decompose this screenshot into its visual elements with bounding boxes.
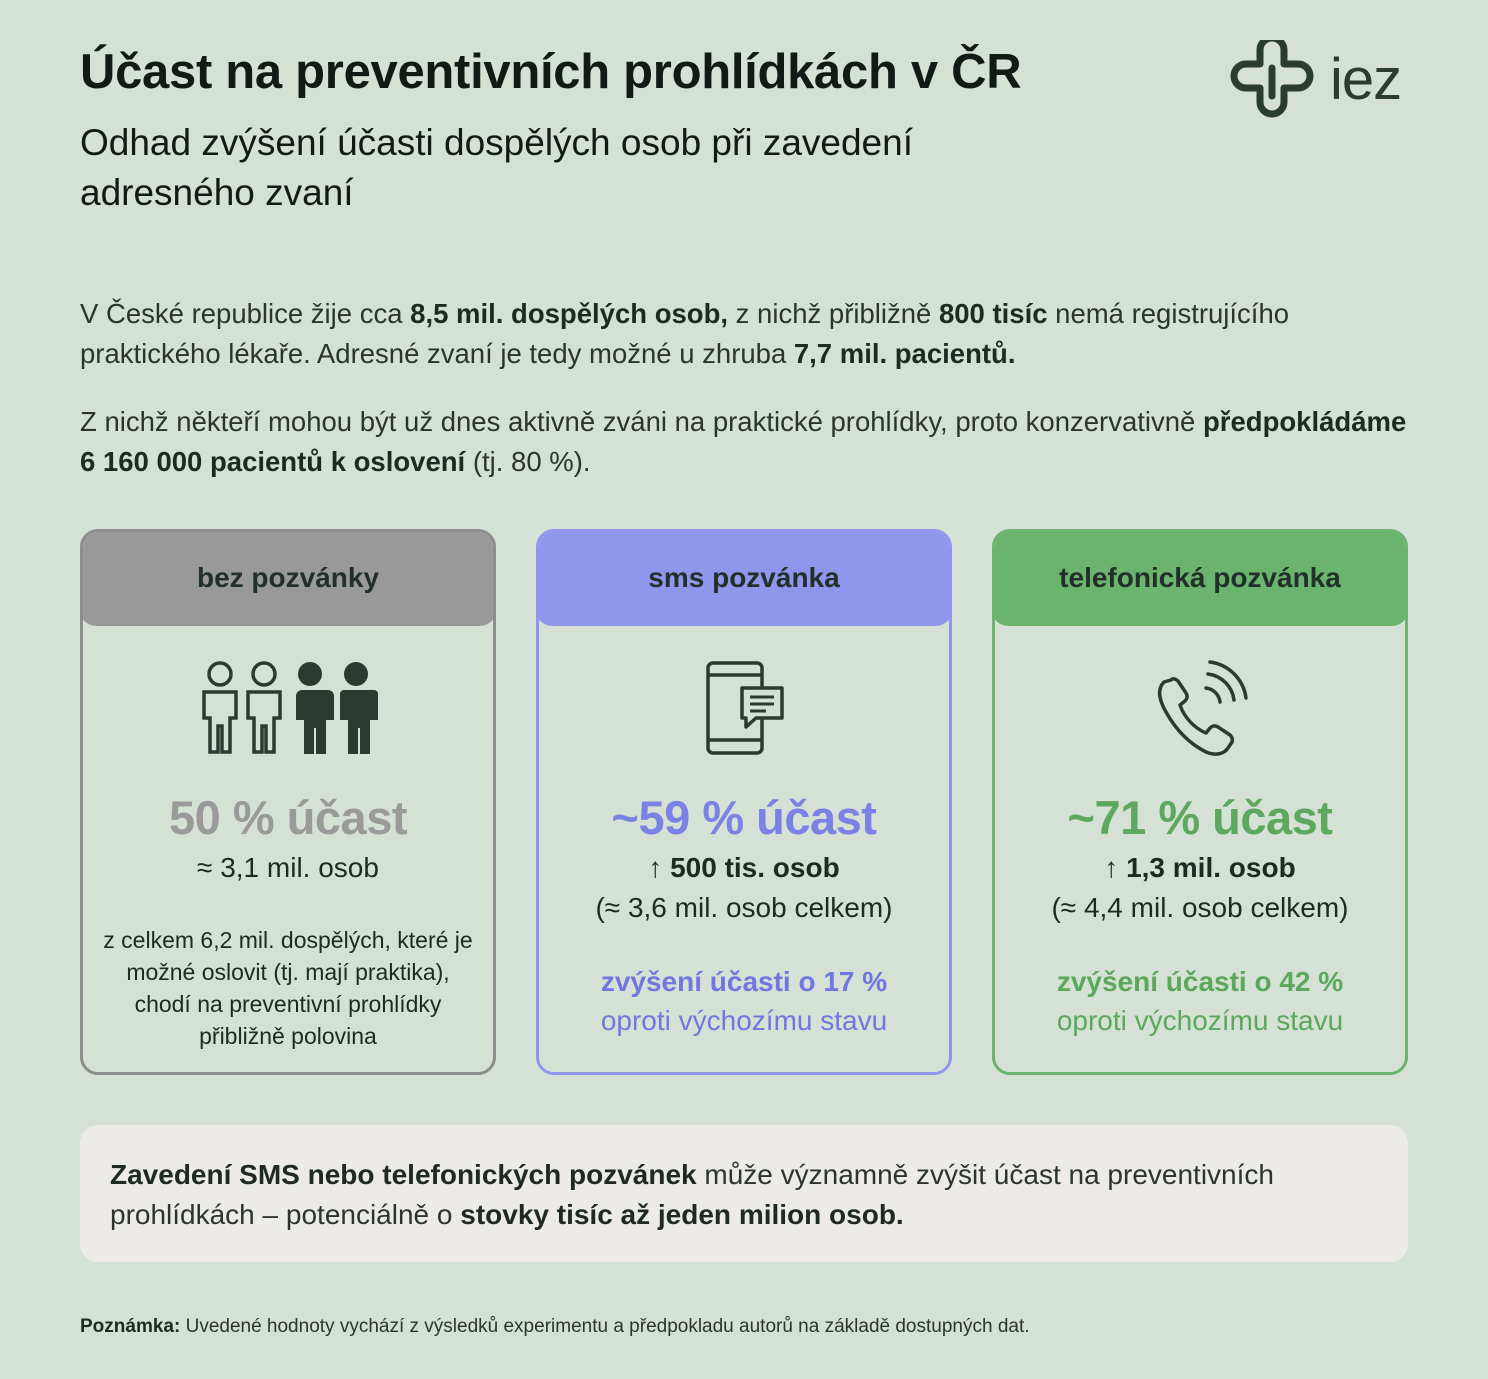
phone-sms-icon — [702, 660, 786, 756]
people-total: (≈ 3,6 mil. osob celkem) — [595, 892, 893, 923]
increase-note: zvýšení účasti o 42 % oproti výchozímu stavu — [1056, 966, 1344, 1036]
footnote: Poznámka: Uvedené hodnoty vychází z výsledků experimentu a předpokladu autorů na základě dostupných dat. — [80, 1316, 1030, 1337]
page-subtitle: Odhad zvýšení účasti dospělých osob při zavedení adresného zvaní — [80, 122, 913, 213]
card-header: sms pozvánka — [536, 529, 952, 626]
card-no-invitation — [80, 529, 496, 1075]
people-count: ≈ 3,1 mil. osob — [197, 852, 379, 883]
page-title: Účast na preventivních prohlídkách v ČR — [80, 45, 1022, 99]
people-increase: ↑ 500 tis. osob — [648, 852, 840, 883]
increase-note: zvýšení účasti o 17 % oproti výchozímu stavu — [600, 966, 888, 1036]
summary-box: Zavedení SMS nebo telefonických pozvánek může významně zvýšit účast na preventivních prohlídkách – potenciálně o stovky tisíc až jeden milion osob. — [80, 1125, 1408, 1262]
telephone-icon — [1152, 660, 1248, 756]
card-header: telefonická pozvánka — [992, 529, 1408, 626]
card-note: z celkem 6,2 mil. dospělých, které je možné oslovit (tj. mají praktika), chodí na preventivní prohlídky přibližně polovina — [103, 927, 473, 1049]
card-sms-invitation — [536, 529, 952, 1075]
participation-value: 50 % účast — [169, 791, 407, 844]
people-increase: ↑ 1,3 mil. osob — [1104, 852, 1296, 883]
people-total: (≈ 4,4 mil. osob celkem) — [1051, 892, 1349, 923]
participation-value: ~71 % účast — [1067, 791, 1333, 844]
intro-paragraph-2: Z nichž někteří mohou být už dnes aktivně zváni na praktické prohlídky, proto konzervativně předpokládáme 6 160 000 pacientů k oslovení (tj. 80 %). — [80, 406, 1407, 477]
participation-value: ~59 % účast — [611, 791, 877, 844]
intro-paragraph-1: V České republice žije cca 8,5 mil. dospělých osob, z nichž přibližně 800 tisíc nemá registrujícího praktického lékaře. Adresné zvaní je tedy možné u zhruba 7,7 mil. pacientů. — [80, 298, 1290, 369]
people-icon — [198, 660, 378, 756]
card-header: bez pozvánky — [80, 529, 496, 626]
card-phone-invitation — [992, 529, 1408, 1075]
logo-text: iez — [1330, 47, 1402, 112]
